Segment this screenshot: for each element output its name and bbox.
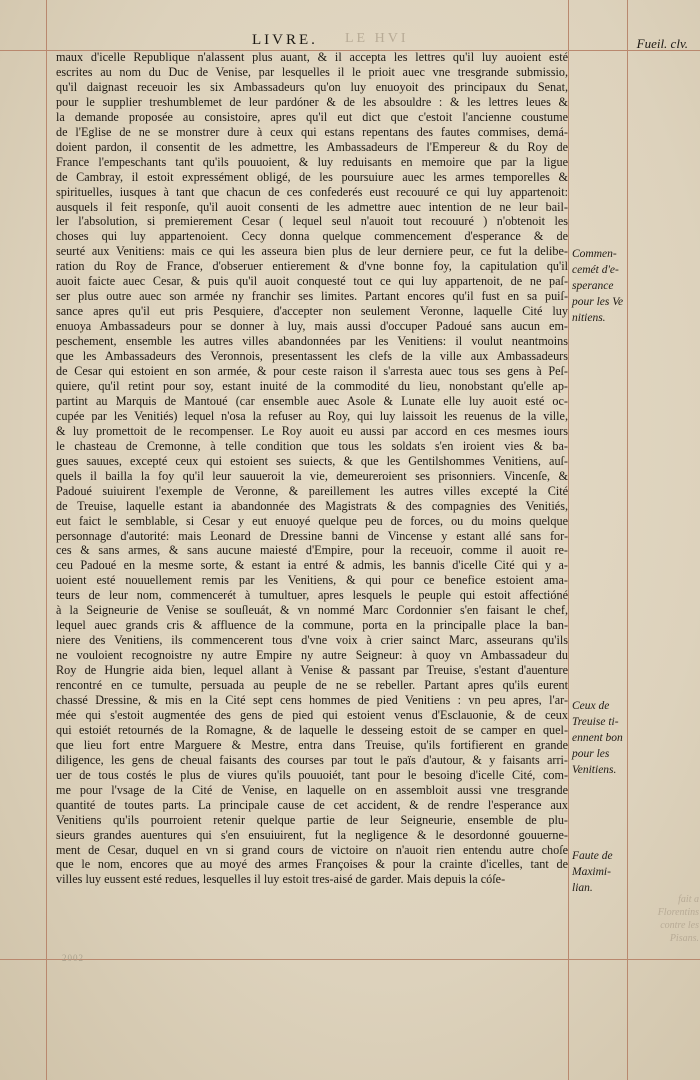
margin-note-line: cemét d'e- — [572, 264, 619, 276]
folio-number: Fueil. clv. — [636, 36, 688, 51]
body-line: Venitiens qu'ils pourroient retenir quelque partie de leur Seigneurie, ensemble de plu- — [56, 812, 568, 827]
body-line: de Cambray, il estoit expressément obligé, de les poursuiure auec les armes temporelles & — [56, 169, 568, 184]
body-line: ces & sans armes, & sans aucune maiesté d'Empire, pour la receuoir, comme il auoit re- — [56, 543, 568, 558]
body-line: sance apres qu'il eut pris Pesquiere, d'accepter non seulement Veronne, laquelle Cité luy — [56, 304, 568, 319]
body-line: teurs de leur nom, commencerét à tumultuer, apres lesquels le peuple qui estoit affectióné — [56, 588, 568, 603]
margin-note-line: pour les Ve — [572, 296, 624, 308]
margin-note-line: ennent bon — [572, 732, 623, 744]
body-line: escrites au nom du Duc de Venise, par lesquelles il le prioit auec vne tresgrande submissio, — [56, 64, 568, 79]
body-line: auoit faicte auec Cesar, & puis qu'il auoit conquesté tout ce qui luy appartenoit, de ne paſ- — [56, 274, 568, 289]
body-line: personnage d'autorité: mais Leonard de Dressine banni de Vincense y estant allé sans for- — [56, 528, 568, 543]
body-line: de Treuise, laquelle estant ia abandonnée des Magistrats & des compagnies des Venitiés, — [56, 498, 568, 513]
margin-note-line: Ceux de — [572, 700, 610, 712]
margin-note-line: Maximi- — [572, 866, 611, 878]
body-line: France l'empeschants tant qu'ils pouuoient, & luy reduisants en memoire que par la ligue — [56, 154, 568, 169]
margin-note-commencement — [572, 246, 698, 326]
bleed-through-catchword: 2002 — [62, 953, 84, 963]
body-line: que le nom, encores que au moyé des armes Françoises & pour la crainte d'icelles, tant de — [56, 857, 568, 872]
body-line: qui estoiét retournés de la Romagne, & de laquelle le desseing estoit de se camper en quel- — [56, 722, 568, 737]
body-line: niere des Venitiens, ils commencerent tous d'vne voix à crier sainct Marc, asseurans qu'ils — [56, 633, 568, 648]
body-line: lequel auec grands cris & affluence de la commune, porta en la principalle place la ban- — [56, 618, 568, 633]
body-line: quantité de toutes parts. La principale cause de cet accident, & de rendre l'esperance aux — [56, 797, 568, 812]
body-line: uer de tous costés le plus de viures qu'ils pouuoiét, tant pour le besoing d'icelle Cité, com- — [56, 767, 568, 782]
body-line: enuoya Ambassadeurs pour se donner à luy, mais aussi d'occuper Padoué sans aucun em- — [56, 319, 568, 334]
body-line: ser plus outre auec son armée ny franchir ses limites. Partant encores qu'il fust en sa puiſ- — [56, 289, 568, 304]
margin-note-faute — [572, 848, 698, 896]
body-line: quiere, qu'il retint pour soy, estant inuité de la commodité du lieu, nonobstant qu'elle ap- — [56, 378, 568, 393]
body-line: gues sauues, excepté ceux qui estoient ses suiects, & que les Gentilshommes Venitiens, auſ- — [56, 453, 568, 468]
body-text — [56, 50, 568, 887]
margin-note-line: Commen- — [572, 248, 617, 260]
bleed-through-line: fait a — [678, 894, 699, 905]
running-title: LIVRE. — [252, 32, 318, 48]
margin-note-line: nitiens. — [572, 312, 606, 324]
body-line: rencontré en ce tumulte, persuada au peuple de ne se rebeller. Partant apres qu'ils eurent — [56, 678, 568, 693]
body-line: ment de Cesar, duquel en vn si grand cours de victoire on n'auoit rien entendu autre choſe — [56, 842, 568, 857]
body-line: à la Seigneurie de Venise se souſleuát, & vn nommé Marc Cordonnier s'en faisant le chef, — [56, 603, 568, 618]
body-line: mée qui s'estoit augmentée des gens de pied qui estoient venus d'Esclauonie, & de ceux — [56, 707, 568, 722]
body-line: uoient esté nouuellement remis par les Venitiens, & qui pour ce benefice estoient ama- — [56, 573, 568, 588]
body-line: choses qui luy appartenoient. Cecy donna quelque commencement d'esperance & de — [56, 229, 568, 244]
right-margin-rule — [568, 0, 569, 1080]
body-line: cupée par les Venitiés) lequel n'osa la refuser au Roy, qui luy laissoit les reuenus de la ville, — [56, 408, 568, 423]
margin-note-line: Venitiens. — [572, 764, 617, 776]
body-line: que lieu fort entre Marguere & Mestre, entra dans Treuise, qu'ils fortifierent en grande — [56, 737, 568, 752]
bleed-through-title: LE HVI — [345, 31, 409, 46]
body-line: ne vouloient recognoistre ny autre Empire ny autre Seigneur: à quoy vn Ambassadeur du — [56, 648, 568, 663]
body-line: spirituelles, iusques à tant que chacun de ces confederés eust recouuré ce qui luy appartenoit: — [56, 184, 568, 199]
body-line: la demande proposée au consistoire, apres qu'il eut dict que c'estoit l'ancienne coustume — [56, 109, 568, 124]
body-line: doient pardon, il consentit de les admettre, les Ambassadeurs de l'Empereur & du Roy de — [56, 139, 568, 154]
body-line: ausquels il feit responſe, qu'il auoit consenti de les admettre auec intention de ne leur bail- — [56, 199, 568, 214]
body-line: maux d'icelle Republique n'alassent plus auant, & il accepta les lettres qu'il luy auoient esté — [56, 50, 568, 64]
bleed-through-margin-note — [643, 893, 699, 945]
body-line: sieurs grandes auentures qui s'en ensuiuirent, fut la negligence & le desordonné gouuerne- — [56, 827, 568, 842]
bottom-rule — [0, 959, 700, 960]
body-line: seurté aux Venitiens: mais ce qui les asseura bien plus de leur derniere peur, ce fut la delibe- — [56, 244, 568, 259]
body-line: partint au Marquis de Mantoué (car ensemble auec Asole & Lunate elle luy auoit esté oc- — [56, 393, 568, 408]
bleed-through-line: Florentins — [657, 907, 699, 918]
body-line: quels il bailla la foy qu'il leur sauueroit la vie, demeureroient ses prisonniers. Vincenſe, & — [56, 468, 568, 483]
bleed-through-line: Pisans. — [669, 933, 699, 944]
body-line: Roy de Hungrie aida bien, lequel allant à Venise & passant par Treuise, s'estant d'auenture — [56, 663, 568, 678]
body-line: ration du Roy de France, d'obseruer entierement & d'vne bonne foy, la capitulation qu'il — [56, 259, 568, 274]
body-line: ceu Padoué en la mesme sorte, & estant ia entré & admis, les bannis d'icelle Cité qui y a- — [56, 558, 568, 573]
body-line: diligence, les gens de cheual faisants des courses par tout le païs d'autour, & y faisants arri- — [56, 752, 568, 767]
body-line: & luy promettoit de le recompenser. Le Roy auoit eu aussi par accord en ces mesmes iours — [56, 423, 568, 438]
body-line: ler l'absolution, si premierement Cesar ( lequel seul n'auoit tout recouuré ) n'obtenoit les — [56, 214, 568, 229]
body-line: de Cesar qui estoient en son armée, & pour ceste raison il s'arresta auec tous ses gens à Peſ- — [56, 364, 568, 379]
margin-note-treuise — [572, 698, 698, 778]
margin-note-line: Faute de — [572, 850, 613, 862]
bleed-through-line: contre les — [660, 920, 699, 931]
body-line: villes luy eussent esté redues, lesquelles il luy estoit tres-aisé de garder. Mais depuis la cóſe- — [56, 872, 506, 887]
body-line: qu'il daignast receuoir les six Ambassadeurs qu'on luy enuoyoit des principaux du Senat, — [56, 79, 568, 94]
body-line: pour le supplier treshumblemet de leur pardóner & de les absouldre : & les lettres leues & — [56, 94, 568, 109]
body-line: peschement, ensemble les autres villes abandonnées par les Venitiens: il voulut neantmoins — [56, 334, 568, 349]
body-line: que les Ambassadeurs des Veronnois, presentassent les clefs de la ville aux Ambassadeurs — [56, 349, 568, 364]
margin-note-line: sperance — [572, 280, 614, 292]
margin-note-line: Treuise ti- — [572, 716, 619, 728]
body-line: de l'Eglise de ne se monstrer dure à ceux qui estans repentans des fautes commises, demá- — [56, 124, 568, 139]
outer-margin-rule — [627, 0, 628, 1080]
left-margin-rule — [46, 0, 47, 1080]
body-line: eut faict le semblable, si Cesar y eut enuoyé quelque peu de forces, ou du moins quelque — [56, 513, 568, 528]
body-line: me pour l'vsage de la Cité de Venise, en laquelle on en assembloit aussi vne tresgrande — [56, 782, 568, 797]
body-line: chassé Dressine, & mis en la Cité sept cens hommes de pied Venitiens : vn peu apres, l'ar- — [56, 692, 568, 707]
body-line: Padoué suiuirent l'exemple de Veronne, & pareillement les autres villes excepté la Cité — [56, 483, 568, 498]
margin-note-line: lian. — [572, 882, 593, 894]
body-line: le chasteau de Cremonne, à telle condition que tous les soldats s'en iroient vies & ba- — [56, 438, 568, 453]
margin-note-line: pour les — [572, 748, 610, 760]
